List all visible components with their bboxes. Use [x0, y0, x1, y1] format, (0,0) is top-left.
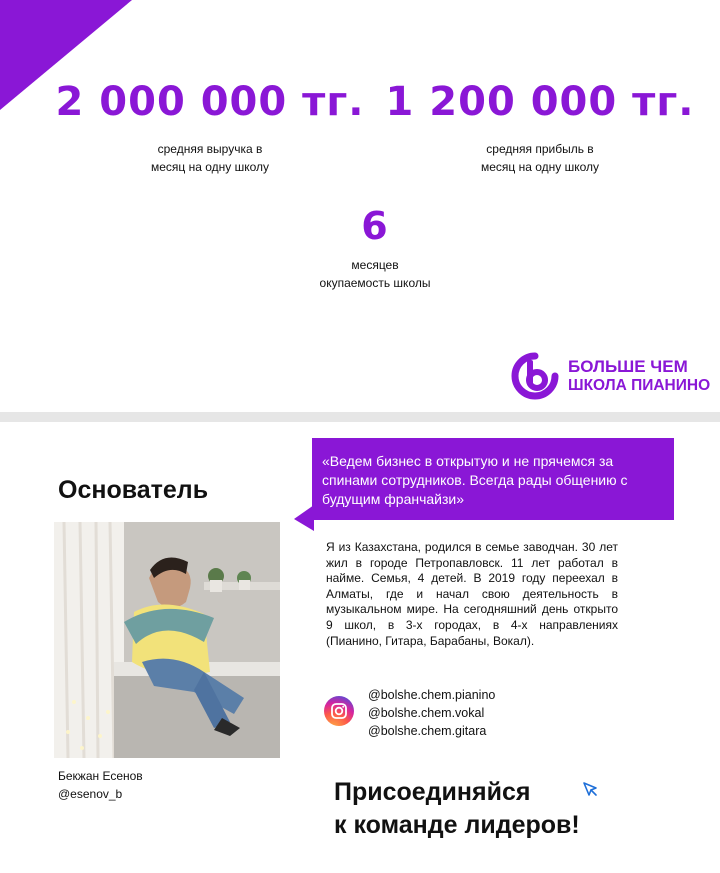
- stat-revenue-label: [40, 140, 380, 176]
- stat-payback-label-line2: окупаемость школы: [319, 276, 431, 290]
- stat-payback-label-line1: месяцев: [351, 258, 399, 272]
- founder-bio: Я из Казахстана, родился в семье заводчан. 30 лет жил в городе Петропавловск. 11 лет работал в найме. Семья, 4 детей. В 2019 году переехал в Алматы, где и начал свою деятельность в музыкальном мире. На сегодняшний день открыто 9 школ, в 3-х городах, в 4-х направлениях (Пианино, Гитара, Барабаны, Вокал).: [326, 540, 618, 648]
- founder-handle[interactable]: @esenov_b: [58, 787, 123, 801]
- founder-caption: [58, 767, 143, 803]
- brand-logo-line1: БОЛЬШЕ ЧЕМ: [568, 357, 688, 376]
- stat-profit-value: 1 200 000 тг.: [385, 79, 695, 125]
- stat-revenue-value: 2 000 000 тг.: [55, 79, 365, 125]
- section-divider: [0, 412, 720, 422]
- stat-revenue-label-line1: средняя выручка в: [157, 142, 263, 156]
- instagram-handle-vokal[interactable]: @bolshe.chem.vokal: [368, 706, 485, 720]
- instagram-handle-pianino[interactable]: @bolshe.chem.pianino: [368, 688, 496, 702]
- founder-name: Бекжан Есенов: [58, 769, 143, 783]
- instagram-icon[interactable]: [324, 696, 354, 726]
- stat-profit-label: [380, 140, 700, 176]
- stat-payback-label: [260, 256, 490, 292]
- stat-payback-value: 6: [361, 204, 389, 248]
- brand-logo-line2: ШКОЛА ПИАНИНО: [568, 377, 711, 394]
- founder-title: Основатель: [58, 476, 209, 504]
- cta-join[interactable]: [334, 776, 580, 842]
- brand-logo: [511, 352, 710, 400]
- instagram-handle-gitara[interactable]: @bolshe.chem.gitara: [368, 724, 487, 738]
- cta-line1: Присоединяйся: [334, 778, 531, 806]
- cta-line2: к команде лидеров!: [334, 811, 580, 839]
- b-logo-icon: [511, 352, 559, 400]
- stat-profit-label-line2: месяц на одну школу: [480, 160, 600, 174]
- stat-payback: [260, 202, 490, 292]
- stat-profit: [380, 78, 700, 176]
- stat-revenue: [40, 78, 380, 176]
- founder-quote: «Ведем бизнес в открытую и не прячемся за спинами сотрудников. Всегда рады общению с будущим франчайзи»: [312, 438, 674, 520]
- instagram-handles: [368, 686, 495, 740]
- brand-logo-text: [568, 357, 710, 395]
- quote-bubble-tail: [294, 505, 314, 531]
- cursor-icon: [581, 780, 599, 798]
- stat-profit-label-line1: средняя прибыль в: [486, 142, 594, 156]
- founder-photo: [54, 522, 280, 758]
- stat-revenue-label-line2: месяц на одну школу: [150, 160, 270, 174]
